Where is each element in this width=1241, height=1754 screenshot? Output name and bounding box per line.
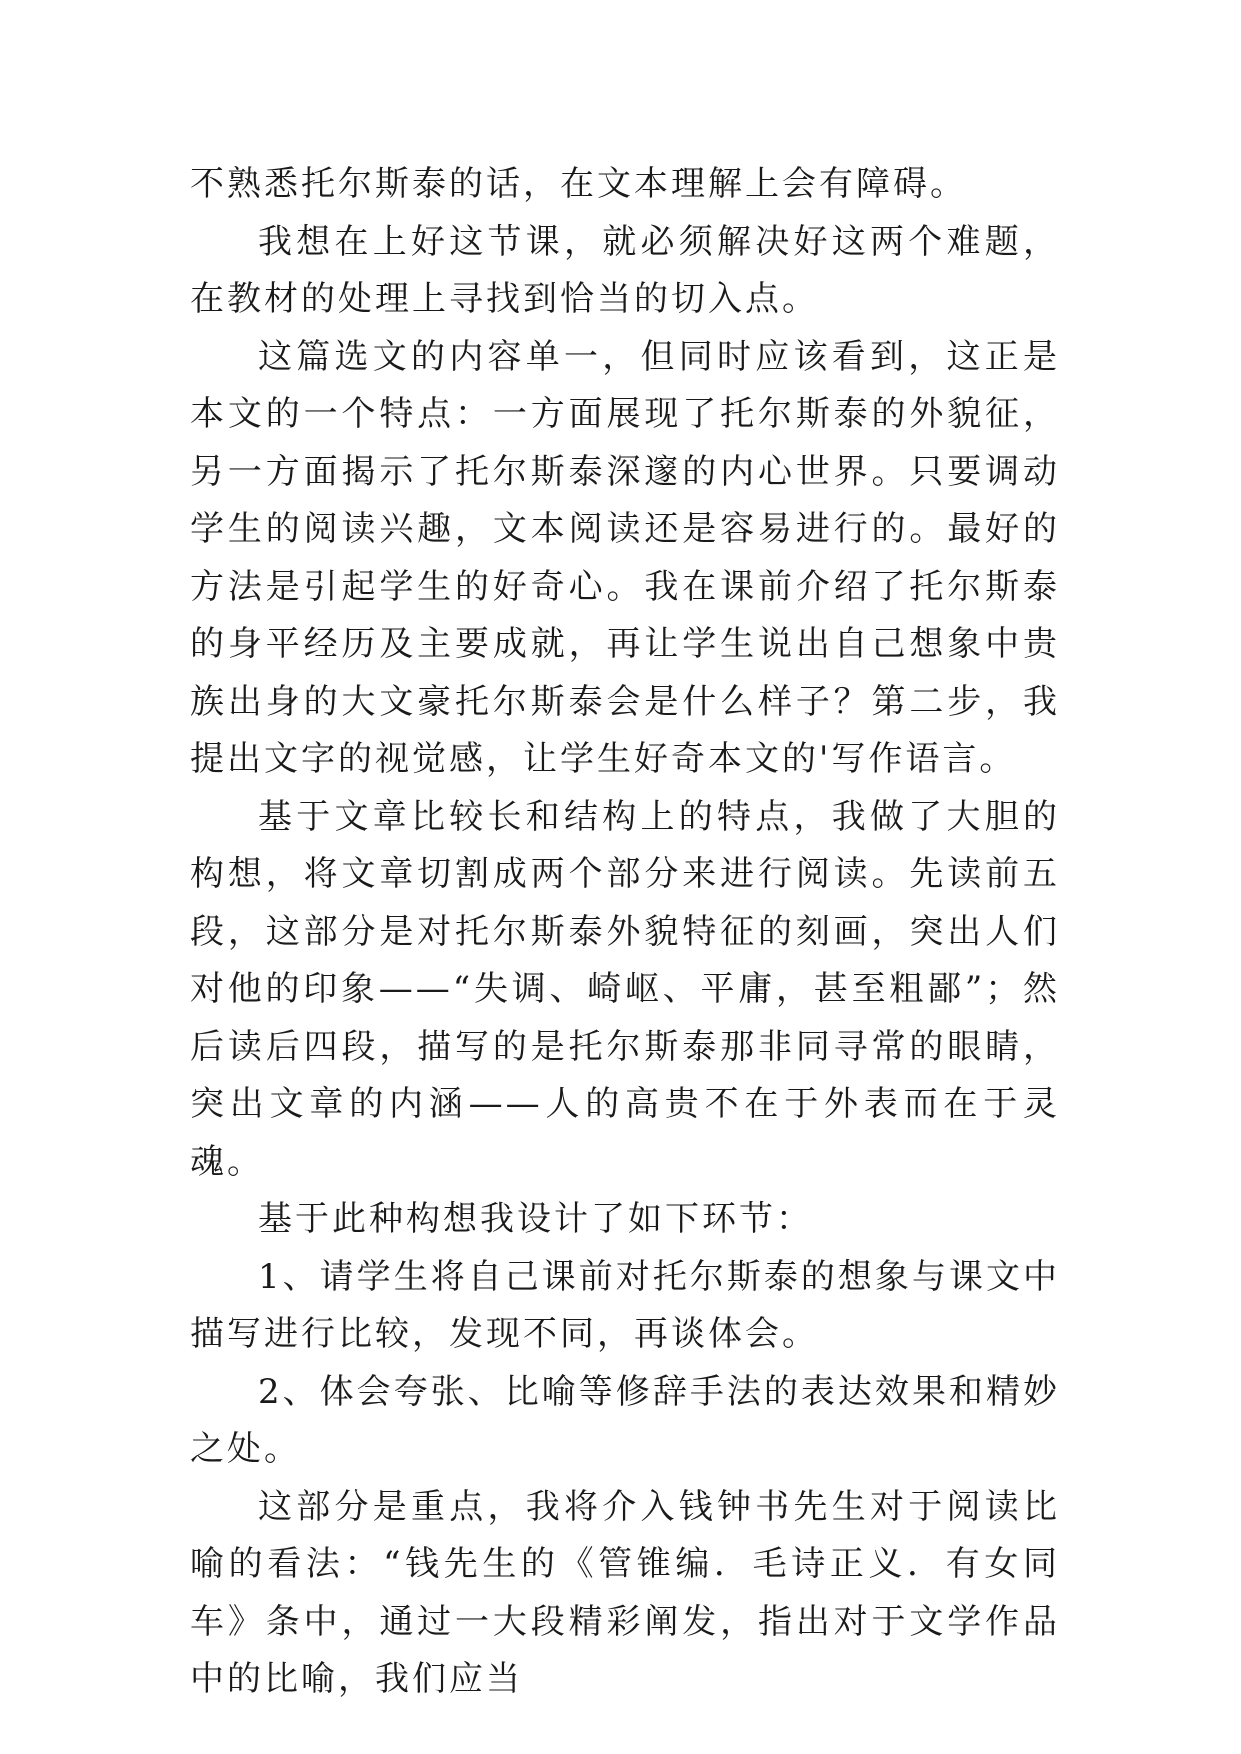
paragraph: 1、请学生将自己课前对托尔斯泰的想象与课文中描写进行比较，发现不同，再谈体会。 — [190, 1256, 1060, 1354]
paragraph: 这篇选文的内容单一，但同时应该看到，这正是本文的一个特点：一方面展现了托尔斯泰的外貌征，另一方面揭示了托尔斯泰深邃的内心世界。只要调动学生的阅读兴趣，文本阅读还是容易进行的。最好的方法是引起学生的好奇心。我在课前介绍了托尔斯泰的身平经历及主要成就，再让学生说出自己想象中贵族出身的大文豪托尔斯泰会是什么样子？第二步，我提出文字的视觉感，让学生好奇本文的'写作语言。 — [190, 336, 1060, 779]
paragraph: 基于此种构想我设计了如下环节： — [258, 1199, 813, 1239]
paragraph: 基于文章比较长和结构上的特点，我做了大胆的构想，将文章切割成两个部分来进行阅读。先读前五段，这部分是对托尔斯泰外貌特征的刻画，突出人们对他的印象——“失调、崎岖、平庸，甚至粗鄙”；然后读后四段，描写的是托尔斯泰那非同寻常的眼睛，突出文章的内涵——人的高贵不在于外表而在于灵魂。 — [190, 796, 1060, 1182]
paragraph: 这部分是重点，我将介入钱钟书先生对于阅读比喻的看法：“钱先生的《管锥编．毛诗正义．有女同车》条中，通过一大段精彩阐发，指出对于文学作品中的比喻，我们应当 — [190, 1486, 1060, 1699]
paragraph: 我想在上好这节课，就必须解决好这两个难题，在教材的处理上寻找到恰当的切入点。 — [190, 221, 1060, 319]
paragraph: 2、体会夸张、比喻等修辞手法的表达效果和精妙之处。 — [190, 1371, 1060, 1469]
document-body — [190, 156, 1060, 1709]
paragraph: 不熟悉托尔斯泰的话，在文本理解上会有障碍。 — [190, 164, 967, 204]
